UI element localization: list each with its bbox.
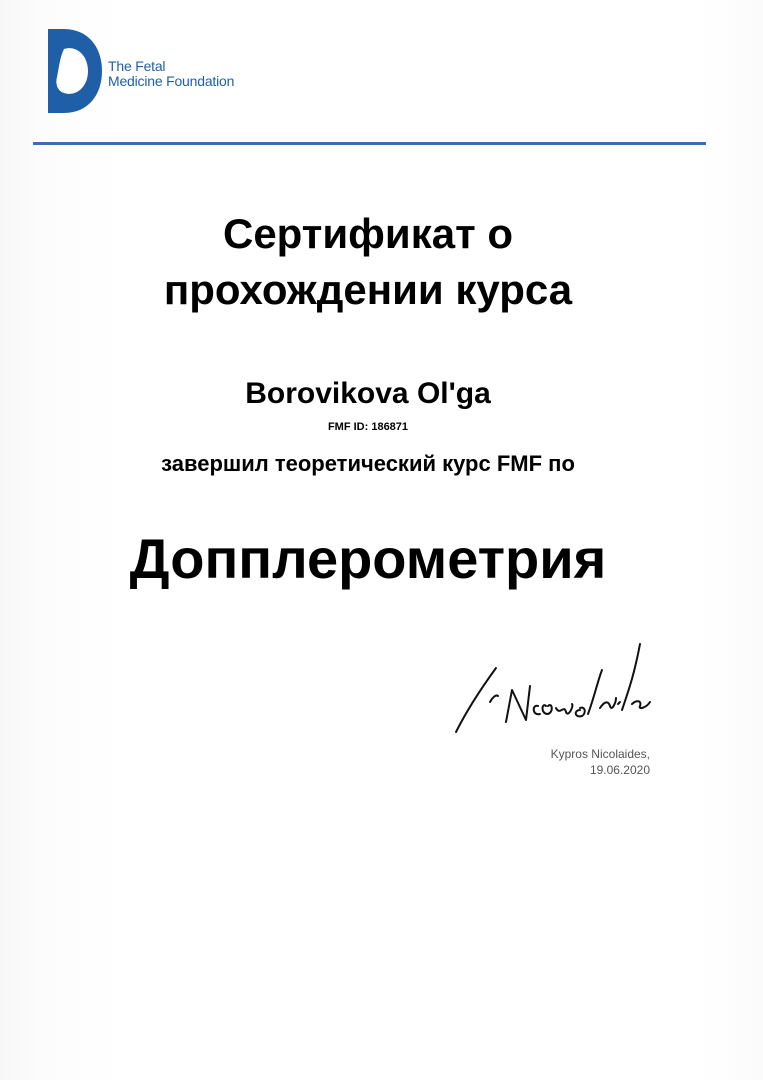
- fmf-logo-icon: [46, 27, 104, 115]
- signature-date: 19.06.2020: [589, 763, 650, 777]
- certificate-title: [0, 206, 736, 318]
- course-name: Допплерометрия: [129, 527, 607, 590]
- title-line-2: прохождении курса: [163, 266, 573, 313]
- recipient-name: Borovikova Ol'ga: [245, 377, 491, 410]
- completion-statement: завершил теоретический курс FMF по: [161, 451, 575, 476]
- logo-wordmark: [108, 59, 234, 89]
- fmf-logo: [46, 27, 276, 117]
- header-divider: [33, 142, 706, 145]
- fmf-id: FMF ID: 186871: [327, 421, 409, 433]
- signature-image: [446, 640, 656, 740]
- title-line-1: Сертификат о: [222, 210, 514, 257]
- logo-line-1: The Fetal: [108, 58, 166, 74]
- logo-line-2: Medicine Foundation: [108, 73, 235, 89]
- signatory-block: [551, 746, 650, 778]
- signatory-name: Kypros Nicolaides,: [550, 747, 650, 761]
